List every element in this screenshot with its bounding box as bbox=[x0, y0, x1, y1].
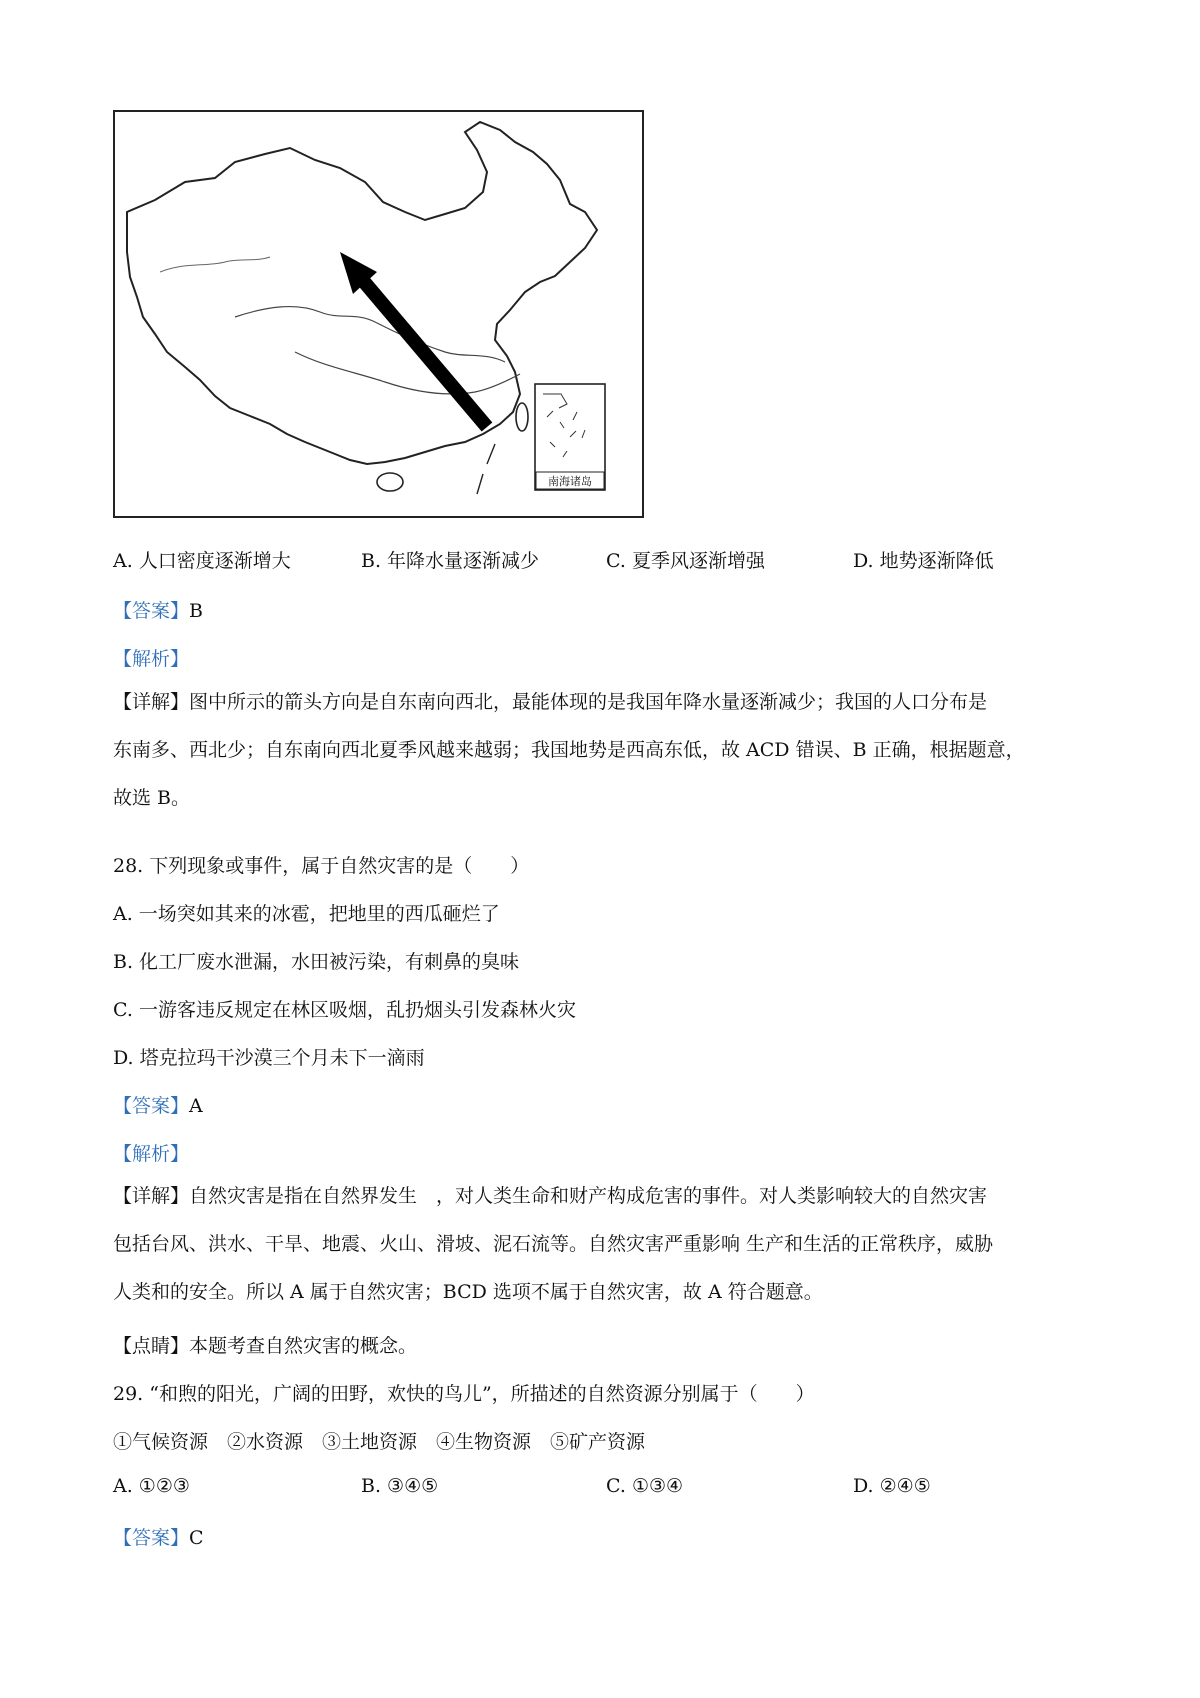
detail-tag: 【详解】 bbox=[113, 691, 190, 713]
china-map-drawing bbox=[115, 112, 642, 516]
q27-option-b: B. 年降水量逐渐减少 bbox=[361, 550, 540, 572]
q28-option-b: B. 化工厂废水泄漏，水田被污染，有刺鼻的臭味 bbox=[113, 951, 520, 973]
comment-tag: 【点睛】 bbox=[113, 1335, 190, 1357]
q28-comment: 【点睛】本题考查自然灾害的概念。 bbox=[113, 1335, 418, 1357]
south-china-sea-inset bbox=[535, 384, 605, 490]
q27-analysis-tag: 【解析】 bbox=[113, 648, 190, 670]
q27-option-a: A. 人口密度逐渐增大 bbox=[113, 550, 291, 572]
inset-label: 南海诸岛 bbox=[548, 475, 592, 488]
hainan-island bbox=[377, 473, 403, 491]
q28-stem: 28. 下列现象或事件，属于自然灾害的是（ ） bbox=[113, 855, 530, 877]
q28-option-c: C. 一游客违反规定在林区吸烟，乱扔烟头引发森林火灾 bbox=[113, 999, 576, 1021]
detail-tag: 【详解】 bbox=[113, 1185, 190, 1207]
q29-option-b: B. ③④⑤ bbox=[361, 1475, 439, 1497]
q28-analysis-tag: 【解析】 bbox=[113, 1143, 190, 1165]
q28-option-a: A. 一场突如其来的冰雹，把地里的西瓜砸烂了 bbox=[113, 903, 500, 925]
q29-stem: 29. “和煦的阳光，广阔的田野，欢快的鸟儿”，所描述的自然资源分别属于（ ） bbox=[113, 1383, 815, 1405]
answer-tag: 【答案】 bbox=[113, 1095, 190, 1117]
q27-option-d: D. 地势逐渐降低 bbox=[853, 550, 994, 572]
q29-option-a: A. ①②③ bbox=[113, 1475, 190, 1497]
q28-answer: A bbox=[189, 1095, 203, 1117]
china-outline bbox=[127, 122, 597, 464]
taiwan-island bbox=[516, 403, 528, 431]
q28-option-d: D. 塔克拉玛干沙漠三个月未下一滴雨 bbox=[113, 1047, 425, 1069]
q27-detail: 【详解】图中所示的箭头方向是自东南向西北，最能体现的是我国年降水量逐渐减少；我国的人口分布是 东南多、西北少；自东南向西北夏季风越来越弱；我国地势是西高东低，故 ACD 错误、B 正确，根据题意， 故选 B。 bbox=[113, 691, 1025, 809]
q28-detail: 【详解】自然灾害是指在自然界发生 ，对人类生命和财产构成危害的事件。对人类影响较大的自然灾害 包括台风、洪水、干旱、地震、火山、滑坡、泥石流等。自然灾害严重影响 生产和生活的正常秩序，威胁 人类和的安全。所以 A 属于自然灾害；BCD 选项不属于自然灾害，故 A 符合题意。 bbox=[113, 1185, 994, 1303]
q27-answer-line bbox=[113, 596, 203, 623]
q29-answer-line bbox=[113, 1523, 204, 1550]
answer-tag: 【答案】 bbox=[113, 1527, 190, 1549]
q29-option-c: C. ①③④ bbox=[606, 1475, 684, 1497]
map-arrow-shaft bbox=[360, 277, 487, 427]
answer-tag: 【答案】 bbox=[113, 600, 190, 622]
china-map-figure bbox=[113, 110, 644, 518]
q29-answer: C bbox=[189, 1527, 204, 1549]
q27-answer: B bbox=[189, 600, 203, 622]
q28-answer-line bbox=[113, 1091, 203, 1118]
q29-option-d: D. ②④⑤ bbox=[853, 1475, 931, 1497]
q27-option-c: C. 夏季风逐渐增强 bbox=[606, 550, 765, 572]
q29-items: ①气候资源 ②水资源 ③土地资源 ④生物资源 ⑤矿产资源 bbox=[113, 1431, 646, 1453]
